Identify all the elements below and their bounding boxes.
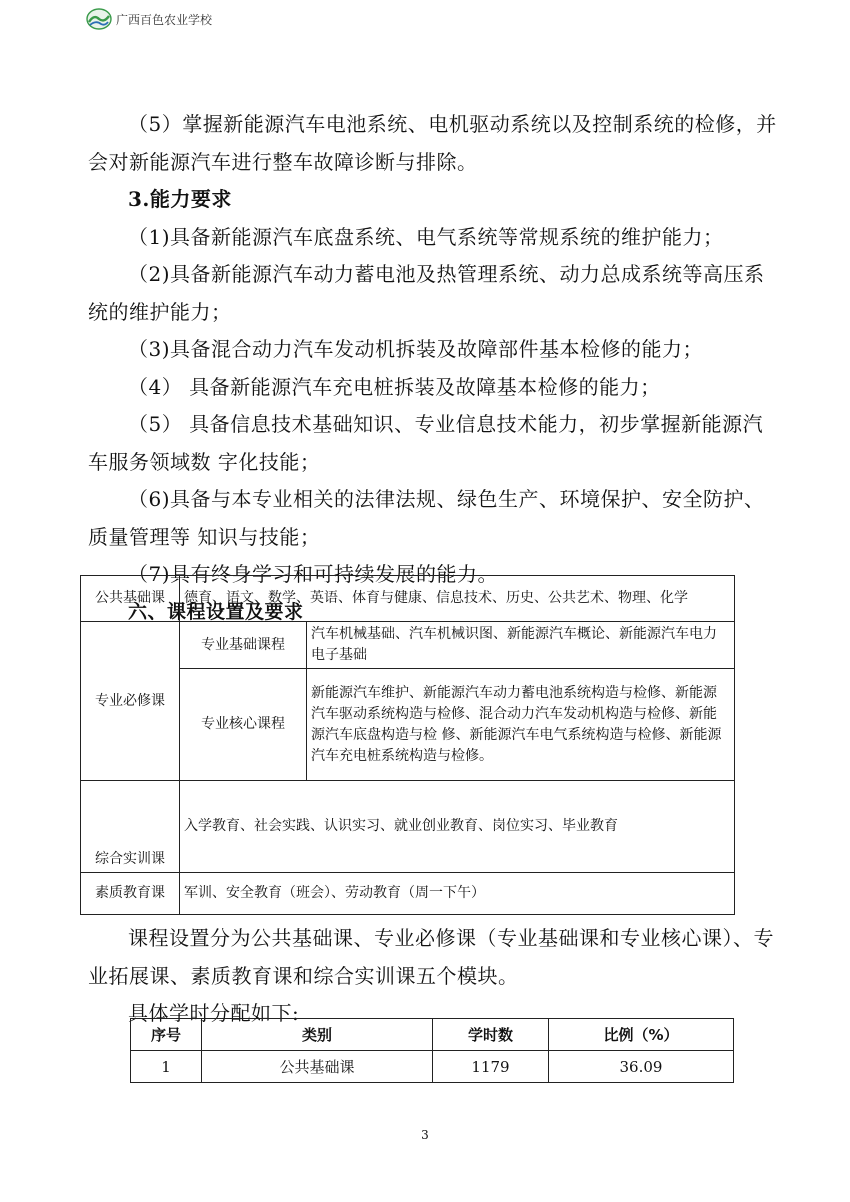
table-row — [81, 873, 735, 915]
quality-course-content: 军训、安全教育（班会）、劳动教育（周一下午） — [180, 873, 735, 915]
table-row — [81, 622, 735, 669]
core-course-content: 新能源汽车维护、新能源汽车动力蓄电池系统构造与检修、新能源 汽车驱动系统构造与检修、混合动力汽车发动机构造与检修、新能源汽车底盘构造与检 修、新能源汽车电气系统构造与检修、新能源汽车充电桩系统构造与检修。 — [307, 669, 735, 781]
ability-item-3: （3)具备混合动力汽车发动机拆装及故障部件基本检修的能力； — [128, 337, 704, 361]
basic-course-label: 专业基础课程 — [180, 622, 307, 669]
ability-item-1: （1)具备新能源汽车底盘系统、电气系统等常规系统的维护能力； — [128, 224, 724, 249]
practical-course-content: 入学教育、社会实践、认识实习、就业创业教育、岗位实习、毕业教育 — [180, 781, 735, 873]
paragraph-knowledge-5: （5）掌握新能源汽车电池系统、电机驱动系统以及控制系统的检修，并会对新能源汽车进行整车故障诊断与排除。 — [88, 112, 777, 174]
ability-item-7: （7)具有终身学习和可持续发展的能力。 — [128, 562, 499, 586]
header-hours: 学时数 — [433, 1019, 549, 1051]
header-index: 序号 — [131, 1019, 202, 1051]
practical-course-label: 综合实训课 — [81, 781, 180, 873]
table-row — [81, 781, 735, 873]
public-course-content: 德育、语文、数学、英语、体育与健康、信息技术、历史、公共艺术、物理、化学 — [180, 576, 735, 622]
ability-item-2: （2)具备新能源汽车动力蓄电池及热管理系统、动力总成系统等高压系统的维护能力； — [88, 262, 765, 324]
cell-hours: 1179 — [433, 1051, 549, 1083]
core-course-label: 专业核心课程 — [180, 669, 307, 781]
hours-table — [130, 1018, 734, 1083]
table-header-row — [131, 1019, 734, 1051]
cell-category: 公共基础课 — [202, 1051, 433, 1083]
page-header — [86, 6, 212, 32]
school-logo-icon — [86, 8, 112, 30]
hours-intro: 具体学时分配如下: — [128, 1001, 300, 1025]
modules-paragraph: 课程设置分为公共基础课、专业必修课（专业基础课和专业核心课）、专业拓展课、素质教育课和综合实训课五个模块。 — [88, 926, 774, 988]
header-ratio: 比例（%） — [549, 1019, 734, 1051]
cell-index: 1 — [131, 1051, 202, 1083]
school-name: 广西百色农业学校 — [116, 12, 213, 27]
table-row — [81, 669, 735, 781]
required-course-label: 专业必修课 — [81, 622, 180, 781]
ability-item-4: （4） 具备新能源汽车充电桩拆装及故障基本检修的能力； — [128, 374, 661, 399]
page-number: 3 — [421, 1128, 429, 1142]
ability-heading: 3.能力要求 — [128, 187, 232, 211]
section-six-title: 六、课程设置及要求 — [128, 600, 304, 623]
cell-ratio: 36.09 — [549, 1051, 734, 1083]
after-table-text — [88, 920, 778, 1033]
table-row — [81, 576, 735, 622]
ability-item-5: （5） 具备信息技术基础知识、专业信息技术能力，初步掌握新能源汽车服务领域数 字化技能； — [88, 412, 764, 474]
quality-course-label: 素质教育课 — [81, 873, 180, 915]
basic-course-content: 汽车机械基础、汽车机械识图、新能源汽车概论、新能源汽车电力电子基础 — [307, 622, 735, 669]
ability-item-6: （6)具备与本专业相关的法律法规、绿色生产、环境保护、安全防护、质量管理等 知识与技能； — [88, 487, 765, 549]
course-structure-table — [80, 575, 735, 915]
header-category: 类别 — [202, 1019, 433, 1051]
table-row — [131, 1051, 734, 1083]
document-body — [88, 106, 778, 631]
public-course-label: 公共基础课 — [81, 576, 180, 622]
